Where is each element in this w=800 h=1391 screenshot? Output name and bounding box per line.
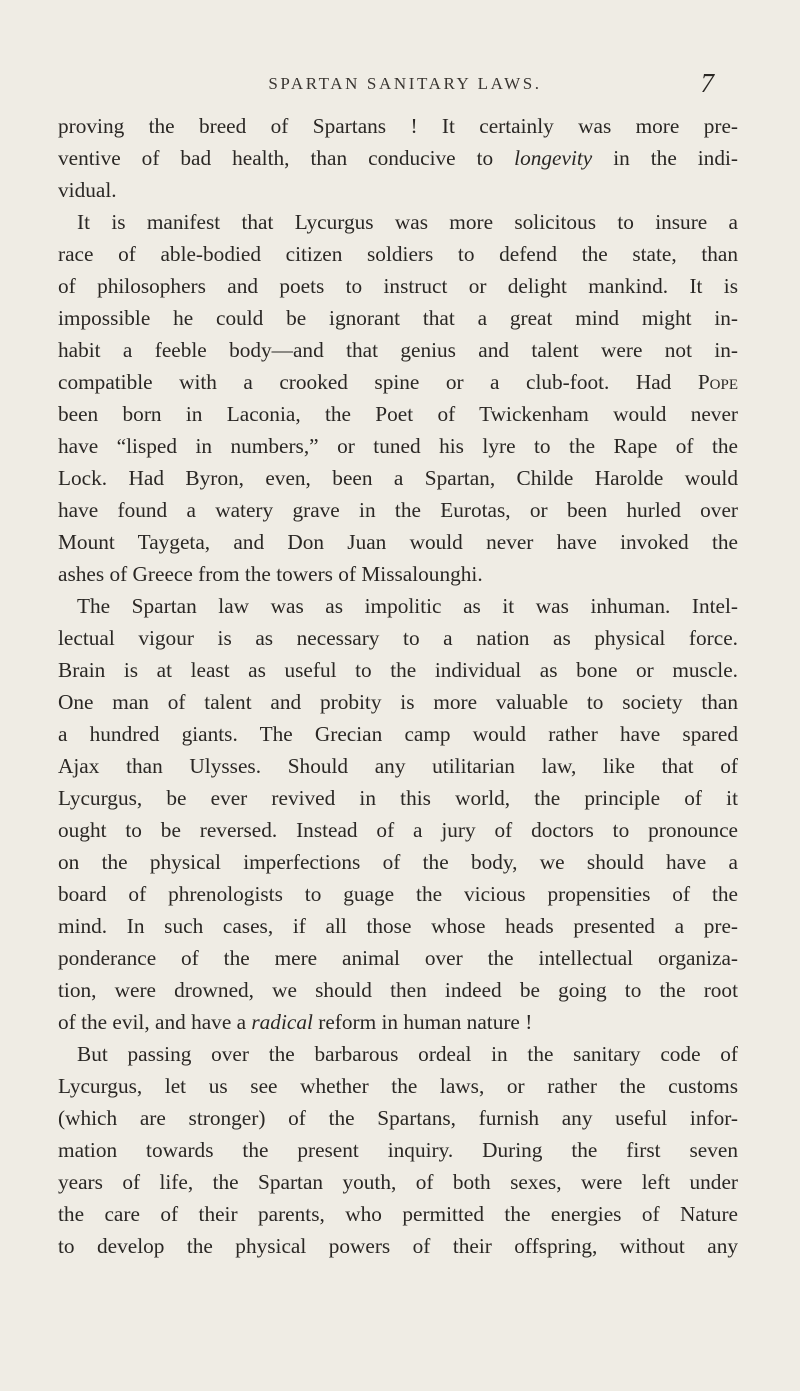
text-line bbox=[58, 1006, 738, 1038]
text-line: It is manifest that Lycurgus was more solicitous to insure a bbox=[77, 210, 738, 234]
text-line: Mount Taygeta, and Don Juan would never have invoked the bbox=[58, 530, 738, 554]
text-line: Lycurgus, let us see whether the laws, or rather the customs bbox=[58, 1074, 738, 1098]
text-line: One man of talent and probity is more valuable to society than bbox=[58, 690, 738, 714]
text-line: Lock. Had Byron, even, been a Spartan, Childe Harolde would bbox=[58, 466, 738, 490]
text-line: race of able-bodied citizen soldiers to defend the state, than bbox=[58, 242, 738, 266]
text-line: a hundred giants. The Grecian camp would rather have spared bbox=[58, 722, 738, 746]
text-line: proving the breed of Spartans ! It certainly was more pre- bbox=[58, 114, 738, 138]
text-line bbox=[58, 142, 738, 174]
text-line: been born in Laconia, the Poet of Twickenham would never bbox=[58, 402, 738, 426]
text-line: lectual vigour is as necessary to a nation as physical force. bbox=[58, 626, 738, 650]
text-span: in the indi- bbox=[592, 146, 738, 170]
text-line: impossible he could be ignorant that a great mind might in- bbox=[58, 306, 738, 330]
text-span: of the evil, and have a bbox=[58, 1010, 252, 1034]
emphasis-longevity: longevity bbox=[514, 146, 593, 170]
text-line: board of phrenologists to guage the vicious propensities of the bbox=[58, 882, 738, 906]
running-head bbox=[0, 68, 800, 104]
text-line: The Spartan law was as impolitic as it was inhuman. Intel- bbox=[77, 594, 738, 618]
text-line bbox=[58, 366, 738, 398]
text-line: tion, were drowned, we should then indeed be going to the root bbox=[58, 978, 738, 1002]
text-line: ought to be reversed. Instead of a jury of doctors to pronounce bbox=[58, 818, 738, 842]
text-span: reform in human nature ! bbox=[312, 1010, 533, 1034]
text-line: have “lisped in numbers,” or tuned his lyre to the Rape of the bbox=[58, 434, 738, 458]
text-line: ashes of Greece from the towers of Missalounghi. bbox=[58, 562, 483, 586]
text-line: mind. In such cases, if all those whose heads presented a pre- bbox=[58, 914, 738, 938]
text-line: (which are stronger) of the Spartans, furnish any useful infor- bbox=[58, 1106, 738, 1130]
text-span: ventive of bad health, than conducive to bbox=[58, 146, 515, 170]
text-line: Lycurgus, be ever revived in this world, the principle of it bbox=[58, 786, 738, 810]
running-title: SPARTAN SANITARY LAWS. bbox=[268, 74, 542, 93]
small-caps-pope: Pope bbox=[697, 370, 738, 394]
text-line: of philosophers and poets to instruct or delight mankind. It is bbox=[58, 274, 738, 298]
body-text bbox=[58, 110, 738, 1262]
text-line: years of life, the Spartan youth, of both sexes, were left under bbox=[58, 1170, 738, 1194]
text-line: ponderance of the mere animal over the intellectual organiza- bbox=[58, 946, 738, 970]
text-line: have found a watery grave in the Eurotas, or been hurled over bbox=[58, 498, 738, 522]
text-line: mation towards the present inquiry. During the first seven bbox=[58, 1138, 738, 1162]
text-span: compatible with a crooked spine or a club-foot. Had bbox=[58, 370, 698, 394]
text-line: on the physical imperfections of the body, we should have a bbox=[58, 850, 738, 874]
text-line: habit a feeble body—and that genius and talent were not in- bbox=[58, 338, 738, 362]
text-line: the care of their parents, who permitted the energies of Nature bbox=[58, 1202, 738, 1226]
text-line: vidual. bbox=[58, 178, 117, 202]
emphasis-radical: radical bbox=[251, 1010, 313, 1034]
text-line: Brain is at least as useful to the individual as bone or muscle. bbox=[58, 658, 738, 682]
text-line: But passing over the barbarous ordeal in the sanitary code of bbox=[77, 1042, 738, 1066]
text-line: Ajax than Ulysses. Should any utilitarian law, like that of bbox=[58, 754, 738, 778]
page-number: 7 bbox=[700, 68, 714, 98]
text-line: to develop the physical powers of their offspring, without any bbox=[58, 1234, 738, 1258]
